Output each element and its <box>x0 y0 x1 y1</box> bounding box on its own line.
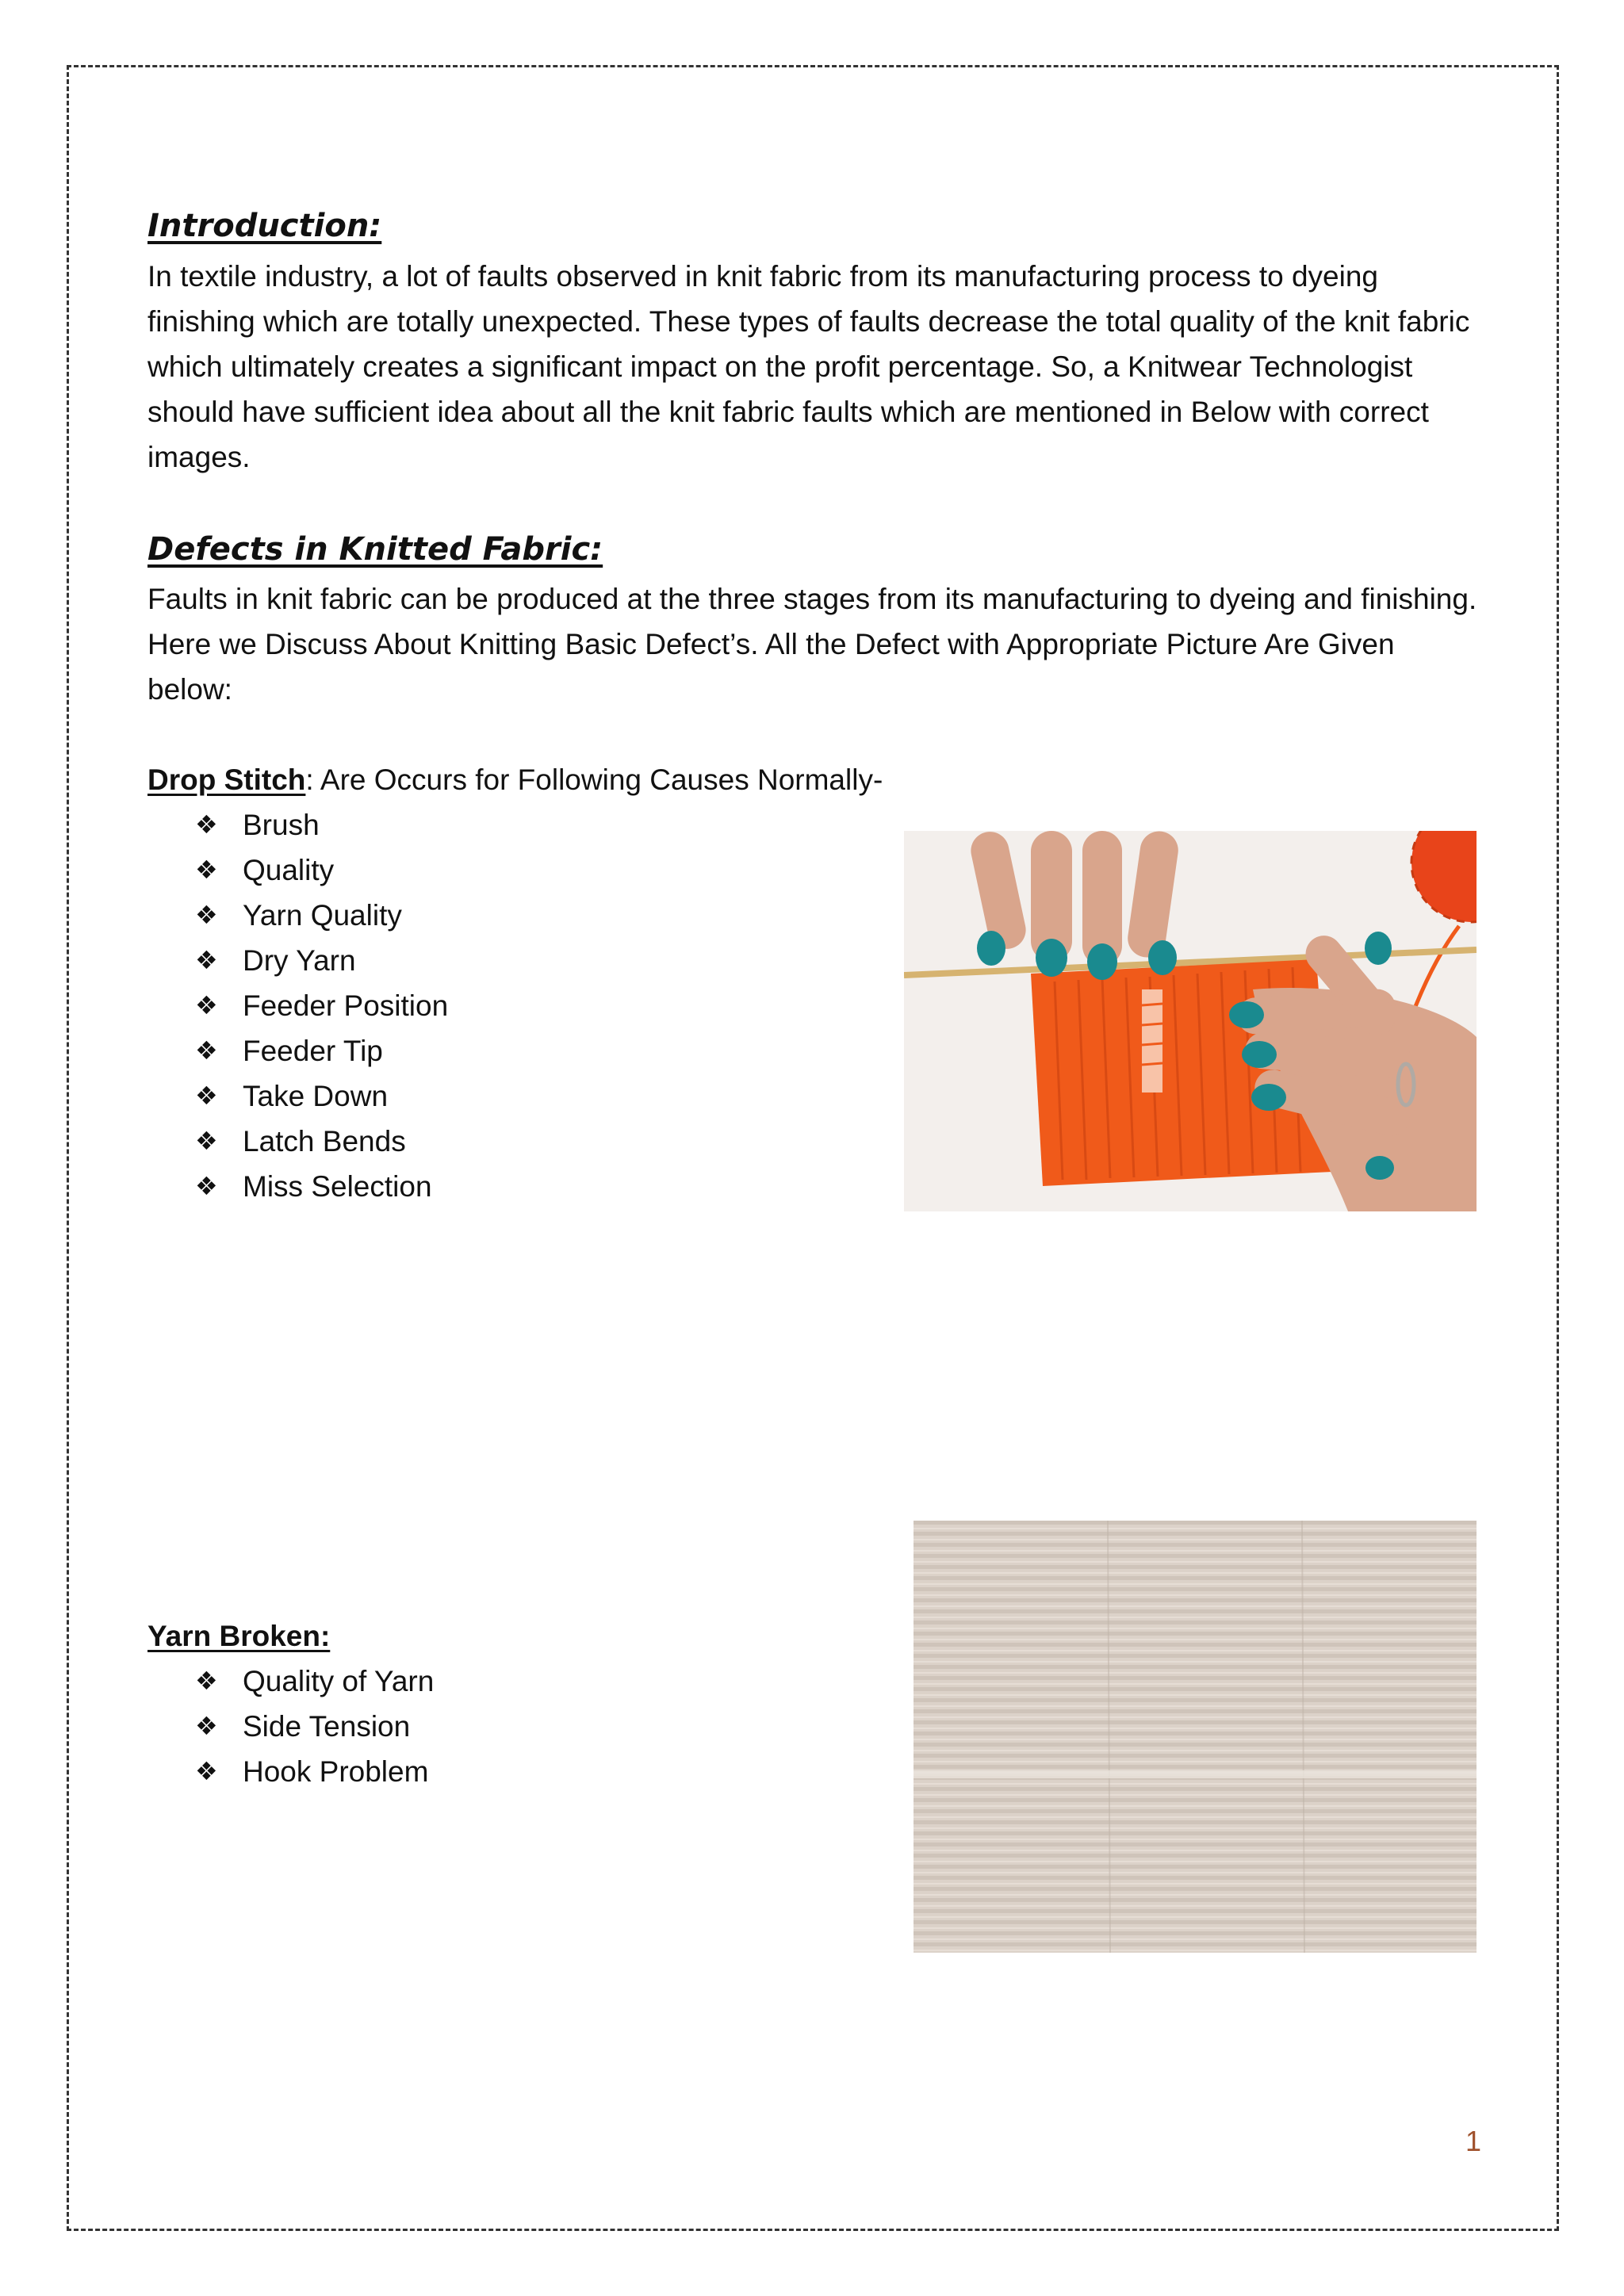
diamond-bullet-icon: ❖ <box>195 1036 218 1065</box>
list-item: ❖ Take Down <box>195 1073 448 1119</box>
yarn-broken-term: Yarn Broken: <box>147 1620 331 1652</box>
diamond-bullet-icon: ❖ <box>195 855 218 884</box>
diamond-bullet-icon: ❖ <box>195 1757 218 1785</box>
list-item: ❖ Side Tension <box>195 1704 434 1749</box>
drop-stitch-description: : Are Occurs for Following Causes Normally- <box>305 763 883 796</box>
list-item: ❖ Latch Bends <box>195 1119 448 1164</box>
yarn-broken-heading <box>147 1613 330 1659</box>
list-item: ❖ Feeder Position <box>195 983 448 1028</box>
intro-heading: Introduction: <box>147 208 382 244</box>
list-item: ❖ Yarn Quality <box>195 893 448 938</box>
list-item: ❖ Miss Selection <box>195 1164 448 1209</box>
page-number: 1 <box>1465 2125 1481 2157</box>
diamond-bullet-icon: ❖ <box>195 946 218 974</box>
diamond-bullet-icon: ❖ <box>195 810 218 839</box>
intro-paragraph: In textile industry, a lot of faults observed in knit fabric from its manufacturing process to dyeing finishing which are totally unexpected. These types of faults decrease the total quality of the knit fabric which ultimately creates a significant impact on the profit percentage. So, a Knitwear Technologist should have sufficient idea about all the knit fabric faults which are mentioned in Below with correct images. <box>147 260 1470 473</box>
yarn-broken-causes-list <box>195 1659 434 1794</box>
drop-stitch-causes-list <box>195 802 448 1209</box>
diamond-bullet-icon: ❖ <box>195 1172 218 1200</box>
defects-paragraph: Faults in knit fabric can be produced at the three stages from its manufacturing to dyeing and finishing. Here we Discuss About Knitting Basic Defect’s. All the Defect with Appropriate Picture Are Given below: <box>147 583 1477 706</box>
drop-stitch-term: Drop Stitch <box>147 763 306 796</box>
yarn-broken-photo <box>914 1521 1477 1953</box>
list-item: ❖ Hook Problem <box>195 1749 434 1794</box>
diamond-bullet-icon: ❖ <box>195 991 218 1020</box>
drop-stitch-heading <box>147 757 883 802</box>
list-item: ❖ Feeder Tip <box>195 1028 448 1073</box>
diamond-bullet-icon: ❖ <box>195 1712 218 1740</box>
diamond-bullet-icon: ❖ <box>195 901 218 929</box>
diamond-bullet-icon: ❖ <box>195 1667 218 1695</box>
list-item: ❖ Dry Yarn <box>195 938 448 983</box>
diamond-bullet-icon: ❖ <box>195 1127 218 1155</box>
drop-stitch-photo <box>904 831 1477 1211</box>
list-item: ❖ Brush <box>195 802 448 848</box>
diamond-bullet-icon: ❖ <box>195 1081 218 1110</box>
defects-heading: Defects in Knitted Fabric: <box>147 531 603 568</box>
list-item: ❖ Quality <box>195 848 448 893</box>
list-item: ❖ Quality of Yarn <box>195 1659 434 1704</box>
